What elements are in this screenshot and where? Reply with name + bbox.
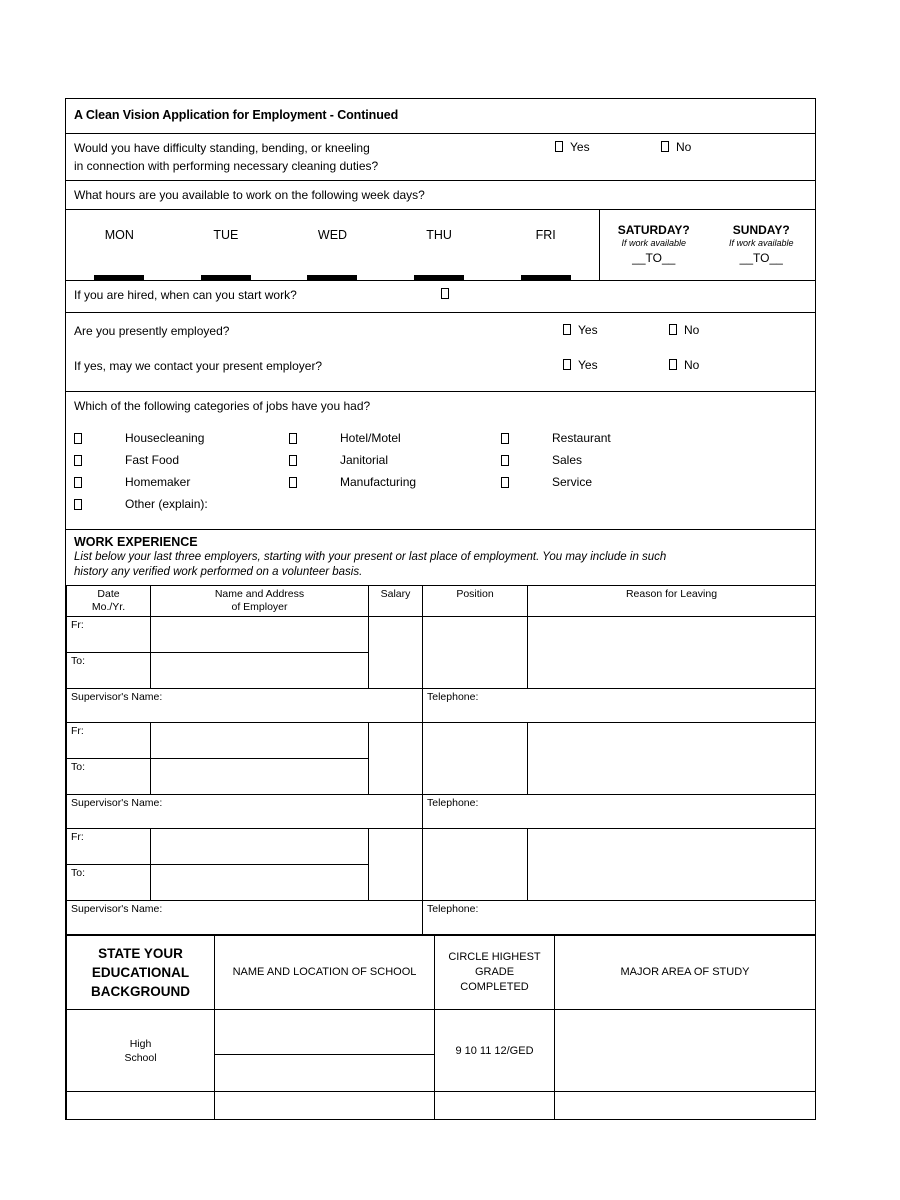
start-work-answer[interactable]	[441, 287, 456, 301]
work-experience-section	[66, 530, 815, 935]
category-fast-food-checkbox[interactable]	[74, 455, 82, 466]
category-other-label: Other (explain):	[125, 497, 208, 511]
education-col-grade-line3: COMPLETED	[460, 981, 529, 993]
contact-employer-row	[74, 357, 807, 379]
education-table	[66, 935, 816, 1120]
saturday-title: SATURDAY?	[617, 223, 690, 237]
education-heading-line2: EDUCATIONAL	[91, 965, 190, 980]
category-janitorial[interactable]	[289, 453, 501, 467]
weekday-wed[interactable]	[279, 210, 386, 280]
weekday-availability-row	[66, 210, 815, 281]
work-experience-heading: WORK EXPERIENCE	[74, 535, 198, 549]
presently-employed-yes-option[interactable]	[563, 323, 598, 337]
weekday-mon-label: MON	[104, 228, 134, 242]
weekday-mon[interactable]	[66, 210, 173, 280]
education-school-field-line1[interactable]	[215, 1010, 434, 1055]
category-housecleaning-label: Housecleaning	[125, 431, 205, 445]
education-school-field[interactable]	[215, 1010, 435, 1092]
contact-employer-label: If yes, may we contact your present employer?	[74, 359, 323, 373]
education-major-field[interactable]	[555, 1010, 816, 1092]
category-manufacturing[interactable]	[289, 475, 501, 489]
employer1-name-address-field[interactable]	[151, 617, 369, 653]
sunday-title: SUNDAY?	[732, 223, 790, 237]
work-experience-header-row	[67, 586, 816, 617]
education-partial-level	[67, 1092, 215, 1120]
sunday-note: If work available	[728, 238, 794, 248]
category-service[interactable]	[501, 475, 592, 489]
education-section-heading	[67, 936, 215, 1010]
employer2-from-label: Fr:	[67, 723, 151, 759]
category-restaurant-label: Restaurant	[552, 431, 611, 445]
contact-employer-no-checkbox[interactable]	[669, 359, 677, 370]
weekday-thu-fill-line[interactable]	[414, 275, 464, 280]
difficulty-yes-checkbox[interactable]	[555, 141, 563, 152]
education-heading-line1: STATE YOUR	[98, 946, 183, 961]
category-janitorial-label: Janitorial	[340, 453, 389, 467]
work-experience-note-line1: List below your last three employers, starting with your present or last place of employment. You may include in such	[74, 551, 667, 563]
col-date-line2: Mo./Yr.	[91, 601, 126, 613]
education-level-line1: High	[129, 1037, 152, 1050]
presently-employed-no-checkbox[interactable]	[669, 324, 677, 335]
weekday-columns	[66, 210, 599, 280]
category-hotel-motel-checkbox[interactable]	[289, 433, 297, 444]
employer-from-row	[67, 829, 816, 865]
employer2-telephone-label[interactable]: Telephone:	[423, 795, 816, 829]
employer3-position-field[interactable]	[423, 829, 528, 901]
difficulty-yes-option[interactable]	[555, 140, 590, 154]
weekday-wed-label: WED	[317, 228, 348, 242]
employer2-name-address-field[interactable]	[151, 723, 369, 759]
employer3-salary-field[interactable]	[369, 829, 423, 901]
col-employer-header	[151, 586, 369, 617]
employer3-from-label: Fr:	[67, 829, 151, 865]
category-housecleaning[interactable]	[74, 431, 289, 445]
difficulty-no-label: No	[676, 140, 692, 154]
weekday-tue-label: TUE	[213, 228, 239, 242]
employer3-to-label: To:	[67, 865, 151, 901]
employer1-to-label: To:	[67, 653, 151, 689]
category-hotel-motel[interactable]	[289, 431, 501, 445]
education-partial-major[interactable]	[555, 1092, 816, 1120]
employer2-name-address-field-2[interactable]	[151, 759, 369, 795]
employer2-supervisor-label[interactable]: Supervisor's Name:	[67, 795, 423, 829]
education-partial-school[interactable]	[215, 1092, 435, 1120]
education-col-grade	[435, 936, 555, 1010]
education-partial-grade[interactable]	[435, 1092, 555, 1120]
employment-status-group	[66, 313, 815, 392]
category-other[interactable]	[74, 497, 289, 511]
col-employer-line1: Name and Address	[214, 588, 305, 600]
category-manufacturing-checkbox[interactable]	[289, 477, 297, 488]
employer3-name-address-field[interactable]	[151, 829, 369, 865]
education-row-high-school	[67, 1010, 816, 1092]
category-service-checkbox[interactable]	[501, 477, 509, 488]
category-homemaker-label: Homemaker	[125, 475, 191, 489]
col-employer-line2: of Employer	[231, 601, 288, 613]
start-work-checkbox[interactable]	[441, 288, 449, 299]
weekday-fri-label: FRI	[535, 228, 556, 242]
employment-application-form	[65, 98, 816, 1120]
hours-question-label: What hours are you available to work on the following week days?	[74, 188, 425, 202]
difficulty-no-option[interactable]	[661, 140, 691, 154]
presently-employed-no-label: No	[684, 323, 700, 337]
weekend-availability-box	[599, 210, 815, 280]
education-school-field-line2[interactable]	[215, 1055, 434, 1091]
start-work-row	[66, 281, 815, 313]
employer2-to-label: To:	[67, 759, 151, 795]
employer1-name-address-field-2[interactable]	[151, 653, 369, 689]
category-restaurant-checkbox[interactable]	[501, 433, 509, 444]
category-row	[74, 471, 807, 493]
weekend-saturday[interactable]	[600, 210, 708, 280]
employer2-salary-field[interactable]	[369, 723, 423, 795]
contact-employer-no-label: No	[684, 358, 700, 372]
employer3-reason-field[interactable]	[528, 829, 816, 901]
employer3-name-address-field-2[interactable]	[151, 865, 369, 901]
category-homemaker[interactable]	[74, 475, 289, 489]
contact-employer-no-option[interactable]	[669, 358, 699, 372]
weekday-thu[interactable]	[386, 210, 493, 280]
saturday-time-range[interactable]: __TO__	[632, 251, 676, 265]
education-level-line2: School	[124, 1051, 157, 1064]
employer2-reason-field[interactable]	[528, 723, 816, 795]
category-fast-food[interactable]	[74, 453, 289, 467]
weekday-wed-fill-line[interactable]	[307, 275, 357, 280]
hours-question-row	[66, 181, 815, 210]
employer3-supervisor-label[interactable]: Supervisor's Name:	[67, 901, 423, 935]
education-header-row	[67, 936, 816, 1010]
saturday-note: If work available	[621, 238, 687, 248]
sunday-time-range[interactable]: __TO__	[739, 251, 783, 265]
col-salary-header: Salary	[369, 586, 423, 617]
difficulty-question-row	[66, 134, 815, 181]
weekday-fri-fill-line[interactable]	[521, 275, 571, 280]
category-fast-food-label: Fast Food	[125, 453, 180, 467]
col-date-line1: Date	[97, 588, 120, 600]
weekday-tue-fill-line[interactable]	[201, 275, 251, 280]
difficulty-no-checkbox[interactable]	[661, 141, 669, 152]
weekend-sunday[interactable]	[708, 210, 816, 280]
education-col-school: NAME AND LOCATION OF SCHOOL	[215, 936, 435, 1010]
difficulty-question-line2: in connection with performing necessary cleaning duties?	[74, 159, 379, 173]
employer1-supervisor-label[interactable]: Supervisor's Name:	[67, 689, 423, 723]
col-reason-header: Reason for Leaving	[528, 586, 816, 617]
col-date-header	[67, 586, 151, 617]
education-level-high-school	[67, 1010, 215, 1092]
employer1-telephone-label[interactable]: Telephone:	[423, 689, 816, 723]
categories-grid	[66, 421, 815, 529]
category-housecleaning-checkbox[interactable]	[74, 433, 82, 444]
category-sales-label: Sales	[552, 453, 583, 467]
difficulty-question-line1: Would you have difficulty standing, bending, or kneeling	[74, 141, 370, 155]
employer1-salary-field[interactable]	[369, 617, 423, 689]
category-sales-checkbox[interactable]	[501, 455, 509, 466]
employer-supervisor-row	[67, 795, 816, 829]
employer1-from-label: Fr:	[67, 617, 151, 653]
category-manufacturing-label: Manufacturing	[340, 475, 417, 489]
employer3-telephone-label[interactable]: Telephone:	[423, 901, 816, 935]
col-position-header: Position	[423, 586, 528, 617]
work-experience-note-line2: history any verified work performed on a volunteer basis.	[74, 566, 363, 578]
presently-employed-label: Are you presently employed?	[74, 324, 230, 338]
category-restaurant[interactable]	[501, 431, 611, 445]
work-experience-table	[66, 585, 816, 935]
start-work-label: If you are hired, when can you start work?	[74, 288, 297, 302]
education-heading-line3: BACKGROUND	[91, 984, 190, 999]
contact-employer-yes-option[interactable]	[563, 358, 598, 372]
weekday-fri[interactable]	[492, 210, 599, 280]
category-row	[74, 493, 807, 515]
categories-question-label: Which of the following categories of jobs have you had?	[74, 399, 371, 413]
category-janitorial-checkbox[interactable]	[289, 455, 297, 466]
contact-employer-yes-checkbox[interactable]	[563, 359, 571, 370]
presently-employed-row	[74, 322, 807, 348]
category-hotel-motel-label: Hotel/Motel	[340, 431, 401, 445]
employer-supervisor-row	[67, 901, 816, 935]
employer1-reason-field[interactable]	[528, 617, 816, 689]
form-title: A Clean Vision Application for Employment - Continued	[66, 99, 815, 134]
employer-from-row	[67, 723, 816, 759]
category-homemaker-checkbox[interactable]	[74, 477, 82, 488]
weekday-thu-label: THU	[426, 228, 452, 242]
weekday-mon-fill-line[interactable]	[94, 275, 144, 280]
category-service-label: Service	[552, 475, 593, 489]
job-categories-section	[66, 392, 815, 530]
difficulty-yes-label: Yes	[570, 140, 590, 154]
education-col-grade-line1: CIRCLE HIGHEST	[448, 951, 541, 963]
employer-from-row	[67, 617, 816, 653]
contact-employer-yes-label: Yes	[578, 358, 598, 372]
education-col-grade-line2: GRADE	[474, 966, 515, 978]
category-other-checkbox[interactable]	[74, 499, 82, 510]
employer1-position-field[interactable]	[423, 617, 528, 689]
employer2-position-field[interactable]	[423, 723, 528, 795]
presently-employed-yes-checkbox[interactable]	[563, 324, 571, 335]
education-col-major: MAJOR AREA OF STUDY	[555, 936, 816, 1010]
education-row-partial	[67, 1092, 816, 1120]
employer-supervisor-row	[67, 689, 816, 723]
presently-employed-no-option[interactable]	[669, 323, 699, 337]
weekday-tue[interactable]	[173, 210, 280, 280]
education-grades-high-school[interactable]: 9 10 11 12/GED	[435, 1010, 555, 1092]
presently-employed-yes-label: Yes	[578, 323, 598, 337]
category-row	[74, 449, 807, 471]
category-sales[interactable]	[501, 453, 582, 467]
category-row	[74, 427, 807, 449]
